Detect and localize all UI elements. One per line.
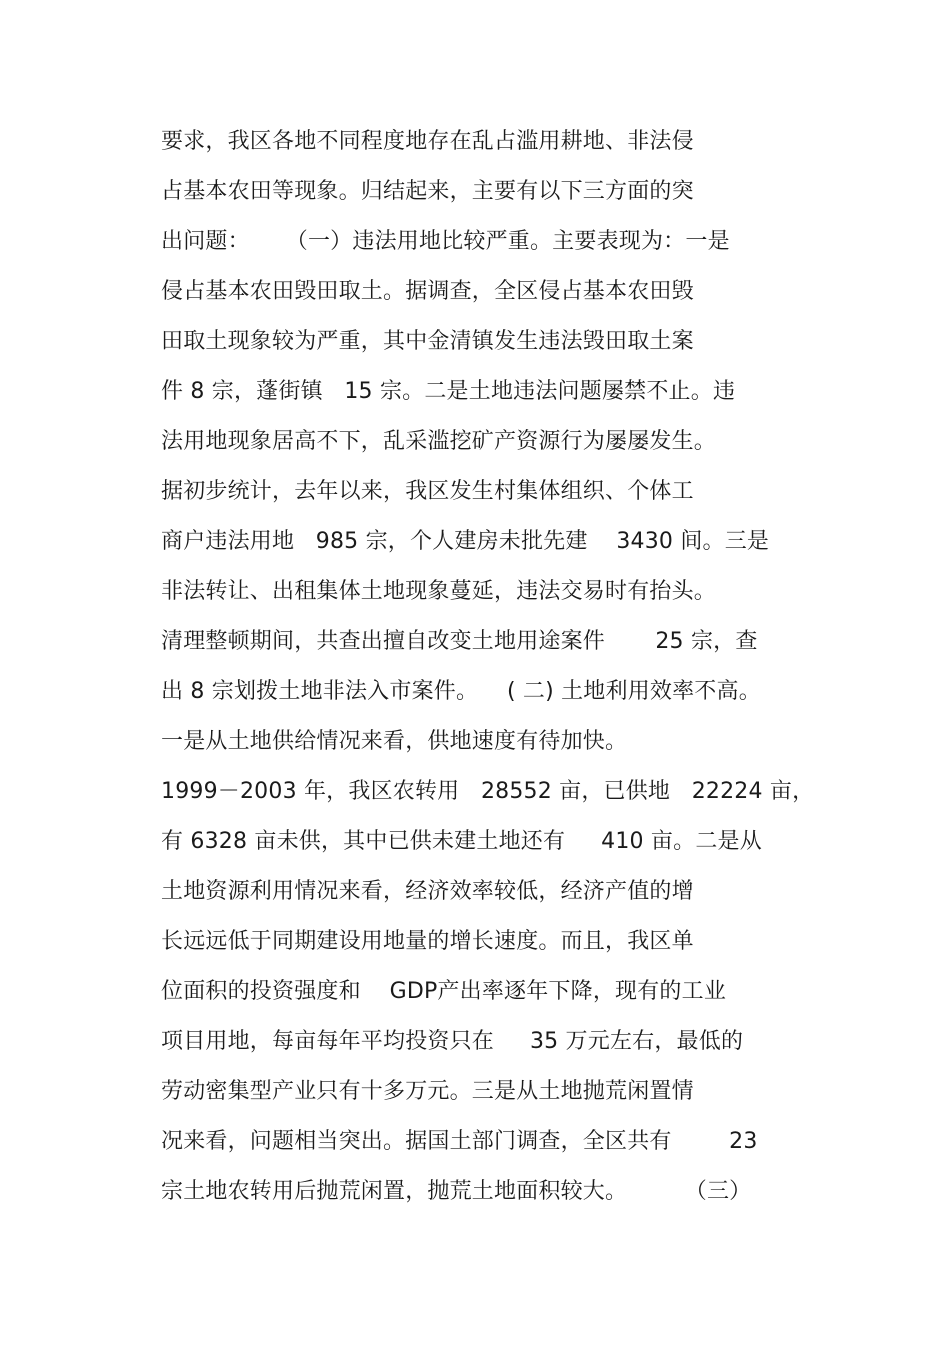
- text-line: 土地资源利用情况来看，经济效率较低，经济产值的增: [161, 879, 694, 904]
- text-line: 件 8 宗，蓬街镇 15 宗。二是土地违法问题屡禁不止。违: [161, 379, 736, 404]
- text-line: 位面积的投资强度和 GDP产出率逐年下降，现有的工业: [161, 979, 727, 1004]
- text-line: 占基本农田等现象。归结起来，主要有以下三方面的突: [161, 179, 694, 204]
- text-line: 一是从土地供给情况来看，供地速度有待加快。: [161, 729, 628, 754]
- text-line: 要求，我区各地不同程度地存在乱占滥用耕地、非法侵: [161, 129, 694, 154]
- text-line: 出 8 宗划拨土地非法入市案件。 ( 二) 土地利用效率不高。: [161, 679, 761, 704]
- text-line: 劳动密集型产业只有十多万元。三是从土地抛荒闲置情: [161, 1079, 694, 1104]
- text-line: 项目用地，每亩每年平均投资只在 35 万元左右，最低的: [161, 1029, 744, 1054]
- text-line: 据初步统计，去年以来，我区发生村集体组织、个体工: [161, 479, 694, 504]
- text-line: 商户违法用地 985 宗，个人建房未批先建 3430 间。三是: [161, 529, 770, 554]
- text-line: 侵占基本农田毁田取土。据调查，全区侵占基本农田毁: [161, 279, 694, 304]
- text-line: 有 6328 亩未供，其中已供未建土地还有 410 亩。二是从: [161, 829, 762, 854]
- text-line: 长远远低于同期建设用地量的增长速度。而且，我区单: [161, 929, 694, 954]
- text-line: 清理整顿期间，共查出擅自改变土地用途案件 25 宗，查: [161, 629, 758, 654]
- text-line: 法用地现象居高不下，乱采滥挖矿产资源行为屡屡发生。: [161, 429, 717, 454]
- text-line: 宗土地农转用后抛荒闲置，抛荒土地面积较大。 （三）: [161, 1179, 752, 1204]
- text-line: 田取土现象较为严重，其中金清镇发生违法毁田取土案: [161, 329, 694, 354]
- text-line: 况来看，问题相当突出。据国土部门调查，全区共有 23: [161, 1129, 758, 1154]
- text-line: 出问题： （一）违法用地比较严重。主要表现为：一是: [161, 229, 730, 254]
- text-line: 1999－2003 年，我区农转用 28552 亩，已供地 22224 亩，: [161, 779, 815, 804]
- text-line: 非法转让、出租集体土地现象蔓延，违法交易时有抬头。: [161, 579, 717, 604]
